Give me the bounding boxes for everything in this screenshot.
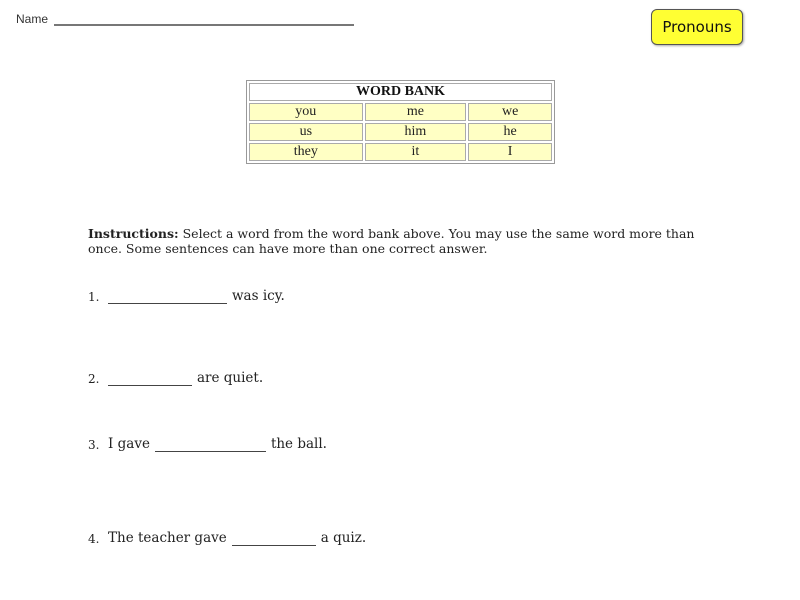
word-cell: you	[249, 103, 363, 121]
instructions-label: Instructions:	[88, 226, 179, 241]
word-bank-table	[246, 80, 555, 164]
question-text-after: was icy.	[232, 288, 285, 304]
instructions-text: Select a word from the word bank above. You may use the same word more than once. Some sentences can have more than one correct answer.	[88, 226, 695, 256]
answer-blank[interactable]	[155, 437, 266, 452]
table-row	[249, 123, 552, 141]
word-cell: he	[468, 123, 552, 141]
question-text-after: a quiz.	[320, 530, 367, 546]
question-number: 2.	[88, 372, 100, 386]
question-text-after: are quiet.	[197, 370, 264, 386]
word-cell: it	[365, 143, 467, 161]
name-field[interactable]	[16, 12, 354, 26]
question-3	[88, 436, 327, 452]
answer-blank[interactable]	[108, 371, 192, 386]
question-2	[88, 370, 263, 386]
table-row	[249, 143, 552, 161]
question-number: 4.	[88, 532, 100, 546]
question-4	[88, 530, 366, 546]
instructions	[88, 226, 708, 256]
question-text-before: The teacher gave	[108, 530, 227, 546]
name-label: Name	[16, 12, 49, 26]
question-text-after: the ball.	[270, 436, 327, 452]
answer-blank[interactable]	[232, 531, 316, 546]
name-line[interactable]	[54, 12, 354, 26]
word-bank-title: WORD BANK	[249, 83, 552, 101]
question-text-before: I gave	[108, 436, 150, 452]
word-cell: we	[468, 103, 552, 121]
answer-blank[interactable]	[108, 289, 227, 304]
table-row	[249, 103, 552, 121]
word-cell: us	[249, 123, 363, 141]
question-number: 1.	[88, 290, 100, 304]
question-1	[88, 288, 285, 304]
word-cell: I	[468, 143, 552, 161]
word-cell: him	[365, 123, 467, 141]
topic-badge: Pronouns	[651, 9, 743, 45]
word-cell: me	[365, 103, 467, 121]
question-number: 3.	[88, 438, 100, 452]
word-cell: they	[249, 143, 363, 161]
